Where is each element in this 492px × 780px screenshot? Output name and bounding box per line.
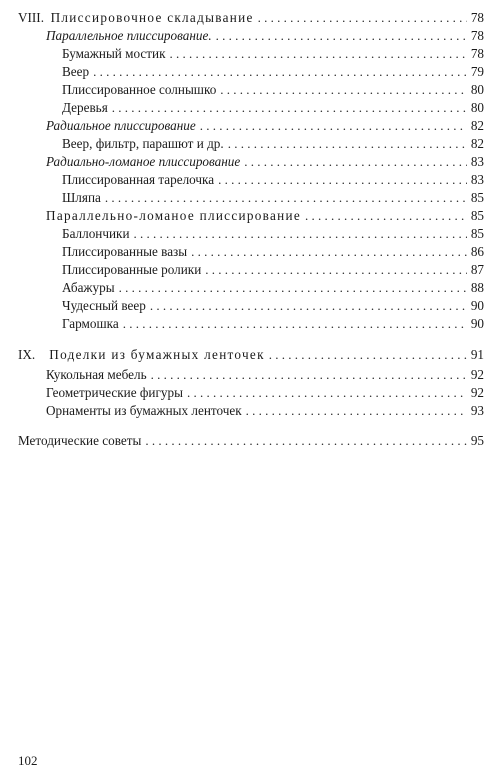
- entry-title: Кукольная мебель: [46, 367, 147, 382]
- page-ref: 82: [470, 136, 484, 151]
- dot-leader: [191, 243, 467, 261]
- toc-entry: [62, 279, 484, 297]
- page-ref: 78: [470, 46, 484, 61]
- toc-entry: [62, 297, 484, 315]
- toc-entry: [62, 243, 484, 261]
- dot-leader: [170, 45, 467, 63]
- section-number: IX.: [18, 347, 36, 362]
- entry-title: Плиссированные вазы: [62, 244, 188, 259]
- entry-title: Гармошка: [62, 316, 119, 331]
- dot-leader: [150, 297, 467, 315]
- toc-subheading: [46, 27, 484, 45]
- page-number: 102: [18, 753, 38, 768]
- entry-title: Чудесный веер: [62, 298, 146, 313]
- entry-title: Параллельно-ломаное плиссирование: [46, 208, 302, 223]
- dot-leader: [205, 261, 467, 279]
- page-ref: 90: [470, 298, 484, 313]
- dot-leader: [244, 153, 467, 171]
- entry-title: Веер: [62, 64, 90, 79]
- dot-leader: [187, 384, 467, 402]
- entry-title: Веер, фильтр, парашют и др.: [62, 136, 224, 151]
- entry-title: Радиально-ломаное плиссирование: [46, 154, 241, 169]
- dot-leader: [305, 207, 467, 225]
- entry-title: Радиальное плиссирование: [46, 118, 196, 133]
- toc-section-heading: [18, 346, 484, 364]
- entry-title: Геометрические фигуры: [46, 385, 183, 400]
- entry-title: Плиссированная тарелочка: [62, 172, 215, 187]
- page-ref: 87: [470, 262, 484, 277]
- entry-title: Баллончики: [62, 226, 130, 241]
- entry-title: Бумажный мостик: [62, 46, 166, 61]
- toc-entry: [62, 225, 484, 243]
- dot-leader: [269, 346, 467, 364]
- entry-title: Параллельное плиссирование.: [46, 28, 212, 43]
- dot-leader: [151, 366, 467, 384]
- page-ref: 92: [470, 385, 484, 400]
- entry-title: Плиссированные ролики: [62, 262, 202, 277]
- toc-entry: [62, 189, 484, 207]
- dot-leader: [216, 27, 467, 45]
- toc-entry: [46, 402, 484, 420]
- entry-title: Деревья: [62, 100, 108, 115]
- section-number: VIII.: [18, 10, 44, 25]
- toc-entry: [62, 45, 484, 63]
- dot-leader: [220, 81, 467, 99]
- entry-title: Абажуры: [62, 280, 115, 295]
- page-ref: 78: [470, 10, 484, 25]
- toc-entry: [62, 81, 484, 99]
- toc-subheading: [46, 117, 484, 135]
- page-ref: 88: [470, 280, 484, 295]
- section-title: Плиссировочное складывание: [50, 10, 254, 25]
- dot-leader: [123, 315, 467, 333]
- dot-leader: [93, 63, 467, 81]
- page-ref: 85: [470, 208, 484, 223]
- page-ref: 85: [470, 226, 484, 241]
- toc-entry: [46, 384, 484, 402]
- page-ref: 83: [470, 172, 484, 187]
- toc-entry: [62, 315, 484, 333]
- page-ref: 93: [470, 403, 484, 418]
- page-ref: 80: [470, 100, 484, 115]
- page-ref: 95: [470, 433, 484, 448]
- dot-leader: [134, 225, 467, 243]
- section-title: Поделки из бумажных ленточек: [49, 347, 265, 362]
- toc-subheading: [46, 207, 484, 225]
- entry-title: Методические советы: [18, 433, 142, 448]
- dot-leader: [145, 432, 466, 450]
- toc-entry: [62, 171, 484, 189]
- toc-entry: [62, 63, 484, 81]
- page-ref: 82: [470, 118, 484, 133]
- page-ref: 92: [470, 367, 484, 382]
- page-ref: 79: [470, 64, 484, 79]
- page-ref: 78: [470, 28, 484, 43]
- page-ref: 83: [470, 154, 484, 169]
- entry-title: Орнаменты из бумажных ленточек: [46, 403, 242, 418]
- dot-leader: [228, 135, 467, 153]
- toc-entry: [46, 366, 484, 384]
- page-ref: 80: [470, 82, 484, 97]
- dot-leader: [112, 99, 467, 117]
- toc-entry: [62, 261, 484, 279]
- dot-leader: [119, 279, 467, 297]
- dot-leader: [218, 171, 467, 189]
- toc-entry: [62, 99, 484, 117]
- dot-leader: [258, 9, 467, 27]
- entry-title: Шляпа: [62, 190, 101, 205]
- dot-leader: [200, 117, 467, 135]
- page-ref: 91: [470, 347, 484, 362]
- page-ref: 90: [470, 316, 484, 331]
- page-ref: 86: [470, 244, 484, 259]
- page-ref: 85: [470, 190, 484, 205]
- toc-section-heading: [18, 9, 484, 27]
- toc-final-entry: [18, 432, 484, 450]
- entry-title: Плиссированное солнышко: [62, 82, 217, 97]
- dot-leader: [246, 402, 467, 420]
- toc-subheading: [46, 153, 484, 171]
- toc-entry: [62, 135, 484, 153]
- dot-leader: [105, 189, 467, 207]
